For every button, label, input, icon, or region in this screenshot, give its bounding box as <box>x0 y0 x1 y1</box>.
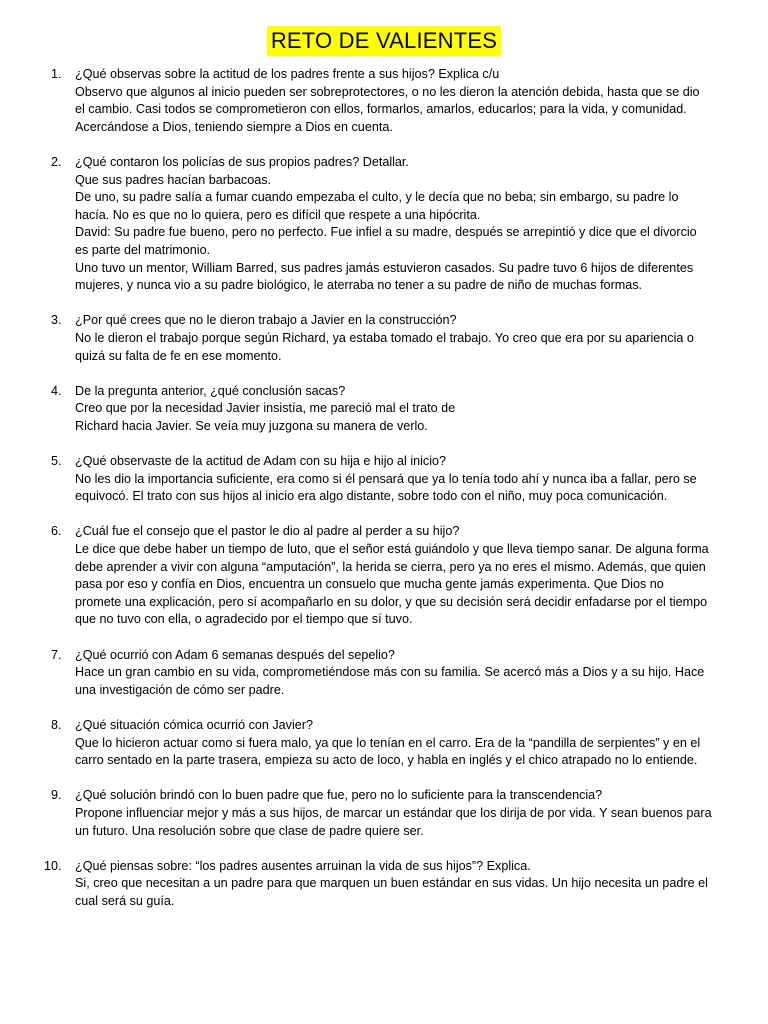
answer-text: No les dio la importancia suficiente, era como si él pensará que ya lo tenía todo ahí y nunca iba a fallar, pero se equivocó. El trato con sus hijos al inicio era algo distante, sobre todo con el niño, muy poca comunicación. <box>75 471 697 504</box>
question-number: 1. <box>51 67 62 81</box>
answer-text: Que lo hicieron actuar como si fuera malo, ya que lo tenían en el carro. Era de la “pandilla de serpientes” y en el carro sentado en la parte trasera, empieza su acto de loco, y habla en inglés y el chico atrapado no lo entiende. <box>75 735 701 768</box>
question-number: 5. <box>51 454 62 469</box>
question-number: 9. <box>51 788 62 803</box>
answer-text: Uno tuvo un mentor, William Barred, sus padres jamás estuvieron casados. Su padre tuvo 6 hijos de diferentes mujeres, y nunca vio a su padre biológico, le aterraba no tener a su padre de niño de muchas formas. <box>75 260 694 293</box>
question-item <box>0 523 768 629</box>
answer-text: Hace un gran cambio en su vida, comprometiéndose más con su familia. Se acercó más a Dios y a su hijo. Hace una investigación de cómo ser padre. <box>75 665 705 697</box>
question-item <box>0 66 768 136</box>
question-text: ¿Qué contaron los policías de sus propios padres? Detallar. <box>75 154 409 169</box>
question-number: 3. <box>51 313 62 328</box>
question-text: ¿Por qué crees que no le dieron trabajo a Javier en la construcción? <box>75 313 457 328</box>
question-item <box>0 154 768 295</box>
answer-text: Si, creo que necesitan a un padre para que marquen un buen estándar en sus vidas. Un hijo necesita un padre el cual será su guía. <box>75 876 708 908</box>
question-item <box>0 787 768 840</box>
question-number: 4. <box>51 383 62 398</box>
answer-text: Creo que por la necesidad Javier insistía, me pareció mal el trato de <box>75 401 456 416</box>
question-text: ¿Cuál fue el consejo que el pastor le dio al padre al perder a su hijo? <box>75 524 460 539</box>
question-text: De la pregunta anterior, ¿qué conclusión sacas? <box>75 383 346 398</box>
answer-text: Le dice que debe haber un tiempo de luto, que el señor está guiándolo y que lleva tiempo sanar. De alguna forma debe aprender a vivir con alguna “amputación”, la herida se cierra, pero ya no eres el mismo. Además, que quien pasa por eso y confía en Dios, encuentra un consuelo que mucha gente jamás experimenta. Que Dios no promete una explicación, pero sí acompañarlo en su dolor, y que su decisión será decidir enfadarse por el tiempo que no tuvo con ella, o agradecido por el tiempo que sí tuvo. <box>75 542 709 627</box>
document-title: RETO DE VALIENTES <box>267 26 501 56</box>
question-item <box>0 312 768 365</box>
question-number: 7. <box>51 647 62 662</box>
answer-text: No le dieron el trabajo porque según Richard, ya estaba tomado el trabajo. Yo creo que era por su apariencia o quizá su falta de fe en ese momento. <box>75 330 694 363</box>
question-item <box>0 717 768 770</box>
question-number: 6. <box>51 524 62 539</box>
question-number: 2. <box>51 154 62 169</box>
question-list <box>0 66 768 928</box>
question-text: ¿Qué piensas sobre: “los padres ausentes arruinan la vida de sus hijos”? Explica. <box>75 858 531 873</box>
answer-text: Observo que algunos al inicio pueden ser sobreprotectores, o no les dieron la atención debida, hasta que se dio el cambio. Casi todos se comprometieron con ellos, formarlos, amarlos, educarlos; para la vida, y comunidad. Acercándose a Dios, teniendo siempre a Dios en cuenta. <box>75 84 700 134</box>
question-item <box>0 383 768 436</box>
question-text: ¿Qué observaste de la actitud de Adam con su hija e hijo al inicio? <box>75 454 447 469</box>
question-item <box>0 453 768 506</box>
question-item <box>0 858 768 911</box>
answer-text: Richard hacia Javier. Se veía muy juzgona su manera de verlo. <box>75 418 428 433</box>
question-text: ¿Qué solución brindó con lo buen padre que fue, pero no lo suficiente para la transcendencia? <box>75 788 603 803</box>
answer-text: Propone influenciar mejor y más a sus hijos, de marcar un estándar que los dirija de por vida. Y sean buenos para un futuro. Una resolución sobre que clase de padre quiere ser. <box>75 805 712 838</box>
question-text: ¿Qué observas sobre la actitud de los padres frente a sus hijos? Explica c/u <box>75 67 500 81</box>
question-number: 10. <box>44 858 62 873</box>
answer-text: David: Su padre fue bueno, pero no perfecto. Fue infiel a su madre, después se arrepintió y dice que el divorcio es parte del matrimonio. <box>75 225 697 257</box>
answer-text: De uno, su padre salía a fumar cuando empezaba el culto, y le decía que no beba; sin embargo, su padre lo hacía. No es que no lo quiera, pero es difícil que respete a una hipócrita. <box>75 190 679 222</box>
title-container <box>0 26 768 56</box>
question-item <box>0 647 768 700</box>
answer-text: Que sus padres hacían barbacoas. <box>75 172 272 187</box>
question-text: ¿Qué ocurrió con Adam 6 semanas después del sepelio? <box>75 647 395 662</box>
question-number: 8. <box>51 717 62 732</box>
question-text: ¿Qué situación cómica ocurrió con Javier? <box>75 717 313 732</box>
